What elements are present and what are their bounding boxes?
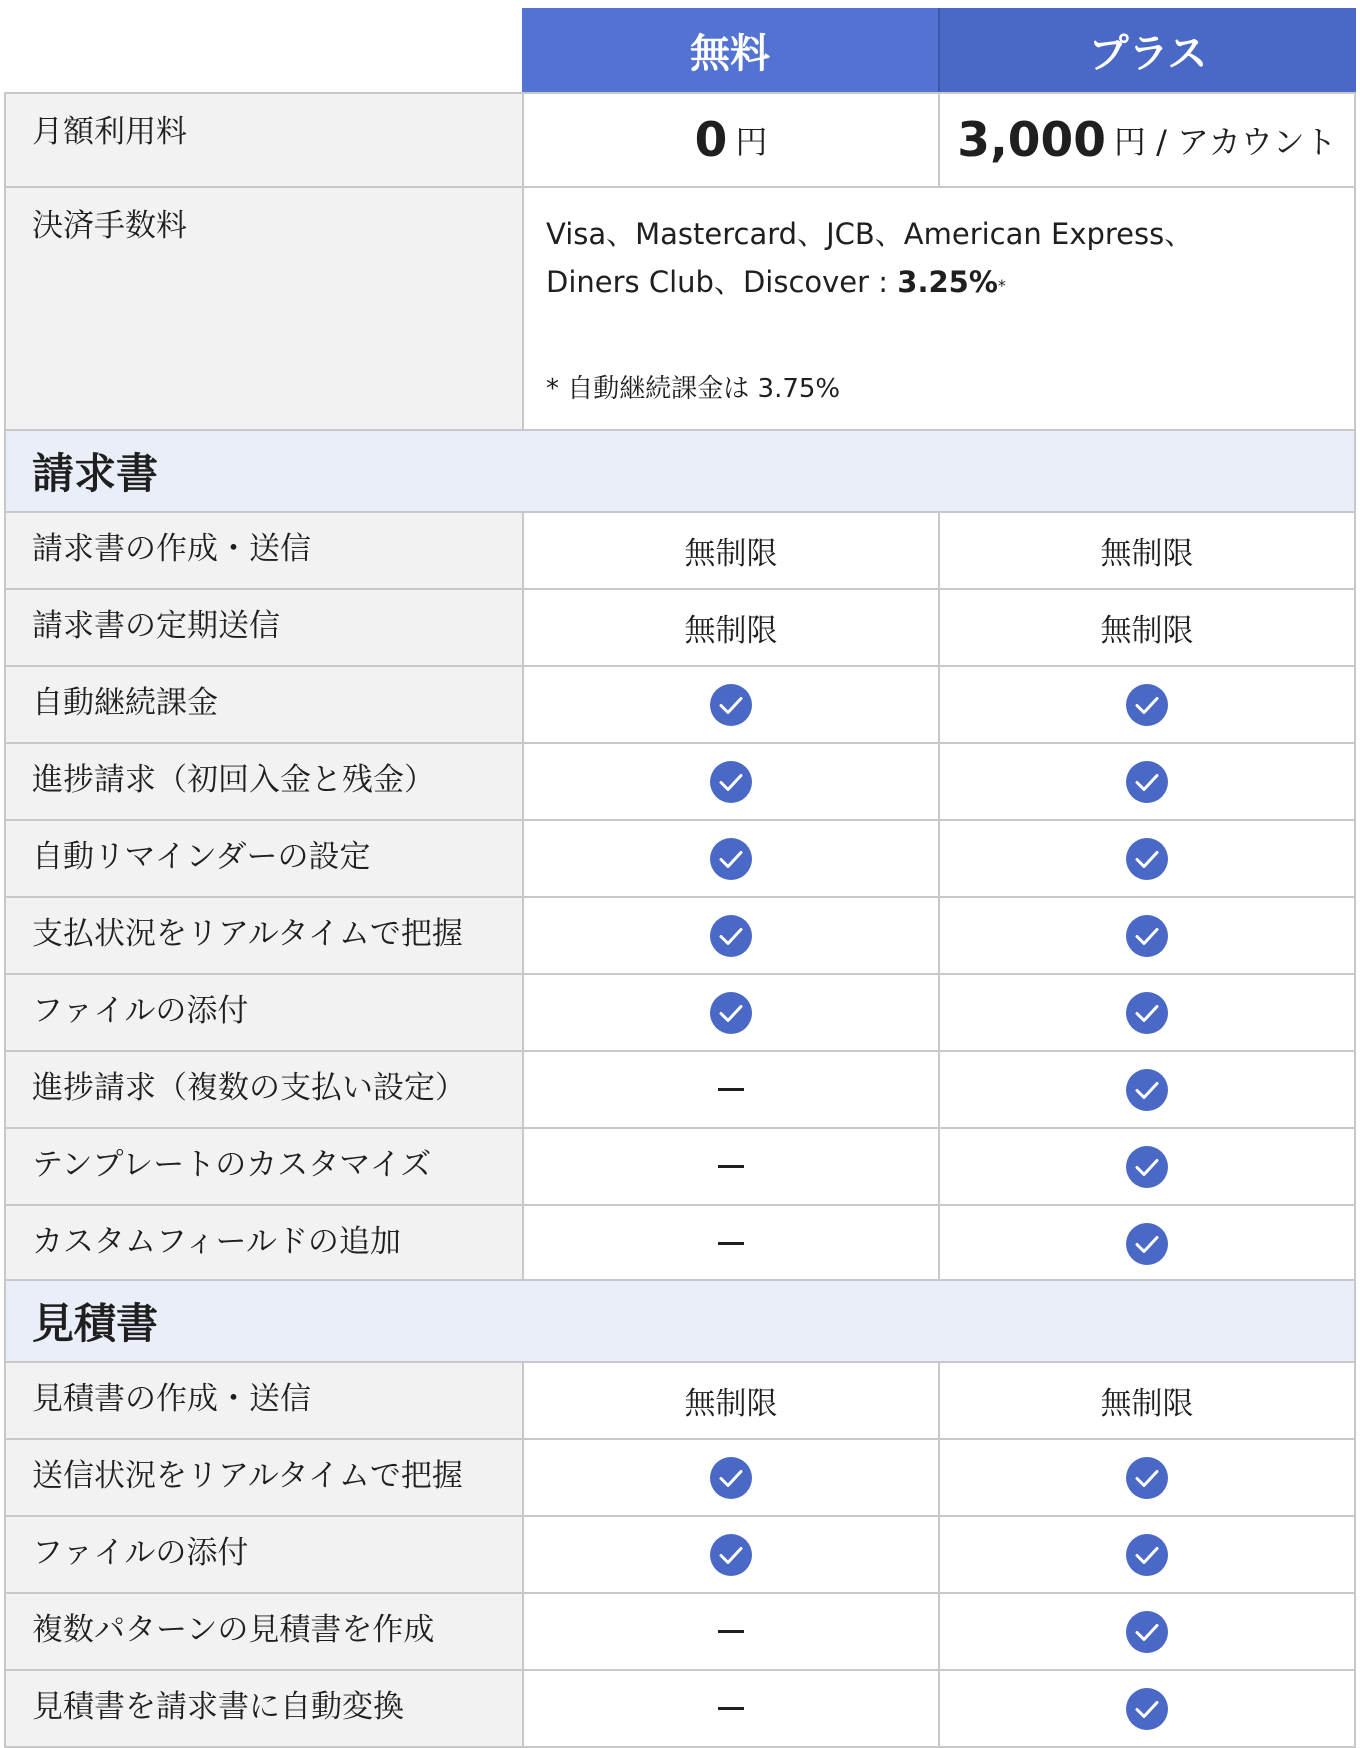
payment-fee-label: 決済手数料	[4, 186, 524, 431]
cell-plus	[938, 1204, 1356, 1283]
cell-free	[522, 1592, 940, 1671]
cell-plus	[938, 1050, 1356, 1129]
cell-free	[522, 973, 940, 1052]
cell-free	[522, 1669, 940, 1748]
cell-free	[522, 1204, 940, 1283]
feature-label: 請求書の作成・送信	[4, 511, 524, 590]
fee-asterisk: *	[997, 276, 1006, 295]
check-icon	[709, 1533, 753, 1577]
feature-label: ファイルの添付	[4, 1515, 524, 1594]
plus-price-amount: 3,000	[957, 112, 1106, 168]
cell-free	[522, 588, 940, 667]
cell-plus	[938, 511, 1356, 590]
cell-free	[522, 1050, 940, 1129]
plan-header-free	[522, 8, 938, 92]
feature-label: 進捗請求（初回入金と残金）	[4, 742, 524, 821]
section-title: 請求書	[32, 449, 159, 498]
free-price-amount: 0	[694, 112, 728, 168]
monthly-fee-plus	[938, 92, 1356, 188]
dash-icon	[718, 1088, 744, 1091]
check-icon	[1125, 1687, 1169, 1731]
check-icon	[709, 760, 753, 804]
cell-plus	[938, 742, 1356, 821]
cell-plus	[938, 973, 1356, 1052]
feature-label: テンプレートのカスタマイズ	[4, 1127, 524, 1206]
feature-label: 見積書の作成・送信	[4, 1361, 524, 1440]
dash-icon	[718, 1242, 744, 1245]
feature-label: 送信状況をリアルタイムで把握	[4, 1438, 524, 1517]
cell-free	[522, 665, 940, 744]
check-icon	[1125, 837, 1169, 881]
monthly-fee-label: 月額利用料	[4, 92, 524, 188]
cell-value-text: 無制限	[1100, 1386, 1194, 1422]
plan-name-free: 無料	[690, 30, 770, 77]
recurring-fee-note: * 自動継続課金は 3.75%	[546, 374, 841, 404]
check-icon	[1125, 1610, 1169, 1654]
check-icon	[1125, 991, 1169, 1035]
check-icon	[1125, 760, 1169, 804]
feature-label: 自動継続課金	[4, 665, 524, 744]
feature-label: 複数パターンの見積書を作成	[4, 1592, 524, 1671]
cell-plus	[938, 819, 1356, 898]
cell-free	[522, 511, 940, 590]
feature-label: カスタムフィールドの追加	[4, 1204, 524, 1283]
cell-free	[522, 1515, 940, 1594]
check-icon	[1125, 1456, 1169, 1500]
cell-value-text: 無制限	[684, 613, 778, 649]
dash-icon	[718, 1630, 744, 1633]
cell-free	[522, 819, 940, 898]
payment-fee-details	[522, 186, 1356, 431]
cell-plus	[938, 1127, 1356, 1206]
check-icon	[709, 683, 753, 727]
check-icon	[709, 837, 753, 881]
check-icon	[1125, 1145, 1169, 1189]
cell-free	[522, 742, 940, 821]
cell-free	[522, 1127, 940, 1206]
fee-rate: 3.25%	[897, 265, 998, 299]
check-icon	[1125, 683, 1169, 727]
free-price-unit: 円	[735, 123, 768, 161]
feature-label: 見積書を請求書に自動変換	[4, 1669, 524, 1748]
check-icon	[709, 991, 753, 1035]
cell-value-text: 無制限	[684, 536, 778, 572]
plan-header-plus	[938, 8, 1356, 92]
card-brands-line-2	[546, 258, 1354, 306]
cell-plus	[938, 1361, 1356, 1440]
cell-value-text: 無制限	[1100, 613, 1194, 649]
cell-free	[522, 896, 940, 975]
feature-label: 支払状況をリアルタイムで把握	[4, 896, 524, 975]
feature-label: 請求書の定期送信	[4, 588, 524, 667]
card-brands-line-1: Visa、Mastercard、JCB、American Express、	[546, 217, 1194, 251]
cell-plus	[938, 1438, 1356, 1517]
cell-value-text: 無制限	[684, 1386, 778, 1422]
cell-plus	[938, 1669, 1356, 1748]
section-header	[4, 1279, 1356, 1363]
card-brands-line-2-text: Diners Club、Discover :	[546, 265, 898, 299]
cell-free	[522, 1361, 940, 1440]
feature-label: ファイルの添付	[4, 973, 524, 1052]
check-icon	[1125, 1222, 1169, 1266]
feature-label: 進捗請求（複数の支払い設定）	[4, 1050, 524, 1129]
plan-name-plus: プラス	[1088, 30, 1208, 77]
check-icon	[709, 1456, 753, 1500]
check-icon	[1125, 1533, 1169, 1577]
section-title: 見積書	[32, 1299, 159, 1348]
cell-free	[522, 1438, 940, 1517]
dash-icon	[718, 1707, 744, 1710]
dash-icon	[718, 1165, 744, 1168]
cell-plus	[938, 1592, 1356, 1671]
monthly-fee-free	[522, 92, 940, 188]
cell-plus	[938, 896, 1356, 975]
cell-plus	[938, 588, 1356, 667]
feature-label: 自動リマインダーの設定	[4, 819, 524, 898]
cell-value-text: 無制限	[1100, 536, 1194, 572]
check-icon	[1125, 914, 1169, 958]
check-icon	[709, 914, 753, 958]
cell-plus	[938, 1515, 1356, 1594]
plus-price-unit: 円 / アカウント	[1113, 123, 1337, 161]
check-icon	[1125, 1068, 1169, 1112]
cell-plus	[938, 665, 1356, 744]
section-header	[4, 429, 1356, 513]
